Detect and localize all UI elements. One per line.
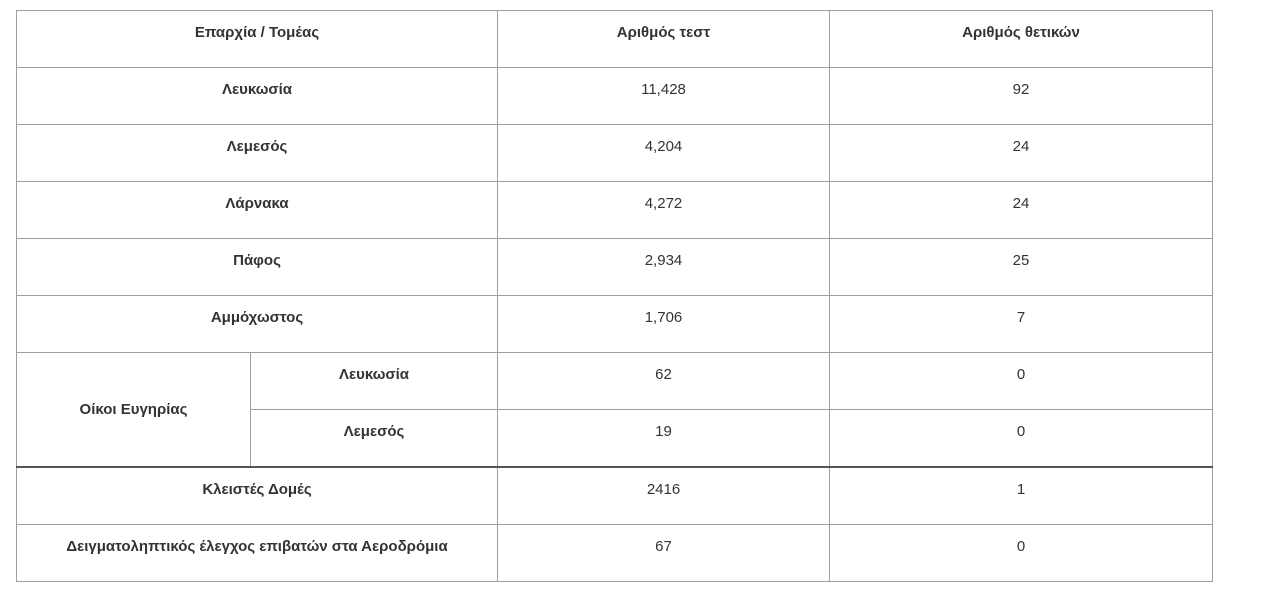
table-row [17, 239, 1213, 296]
table-row-closed-structures [17, 467, 1213, 525]
sub-row-label: Λεμεσός [251, 410, 498, 468]
tests-value: 62 [498, 353, 830, 410]
sub-row-label: Λευκωσία [251, 353, 498, 410]
row-label: Λευκωσία [17, 68, 498, 125]
positives-value: 7 [830, 296, 1213, 353]
tests-value: 11,428 [498, 68, 830, 125]
tests-value: 2416 [498, 467, 830, 525]
row-label: Λάρνακα [17, 182, 498, 239]
table-row [17, 125, 1213, 182]
tests-value: 67 [498, 525, 830, 582]
positives-value: 24 [830, 182, 1213, 239]
tests-value: 2,934 [498, 239, 830, 296]
table-row-airports [17, 525, 1213, 582]
covid-tests-table [16, 10, 1213, 582]
header-row [17, 11, 1213, 68]
row-label: Δειγματοληπτικός έλεγχος επιβατών στα Αεροδρόμια [17, 525, 498, 582]
tests-value: 4,204 [498, 125, 830, 182]
positives-value: 24 [830, 125, 1213, 182]
header-tests: Αριθμός τεστ [498, 11, 830, 68]
positives-value: 92 [830, 68, 1213, 125]
positives-value: 25 [830, 239, 1213, 296]
table-row [17, 182, 1213, 239]
positives-value: 0 [830, 353, 1213, 410]
row-label: Αμμόχωστος [17, 296, 498, 353]
table-row-care-homes [17, 353, 1213, 410]
tests-value: 4,272 [498, 182, 830, 239]
table-row [17, 296, 1213, 353]
care-homes-label: Οίκοι Ευγηρίας [17, 353, 251, 468]
tests-value: 19 [498, 410, 830, 468]
positives-value: 0 [830, 525, 1213, 582]
positives-value: 0 [830, 410, 1213, 468]
positives-value: 1 [830, 467, 1213, 525]
header-positives: Αριθμός θετικών [830, 11, 1213, 68]
tests-value: 1,706 [498, 296, 830, 353]
row-label: Πάφος [17, 239, 498, 296]
table-row [17, 68, 1213, 125]
header-region: Επαρχία / Τομέας [17, 11, 498, 68]
row-label: Λεμεσός [17, 125, 498, 182]
row-label: Κλειστές Δομές [17, 467, 498, 525]
